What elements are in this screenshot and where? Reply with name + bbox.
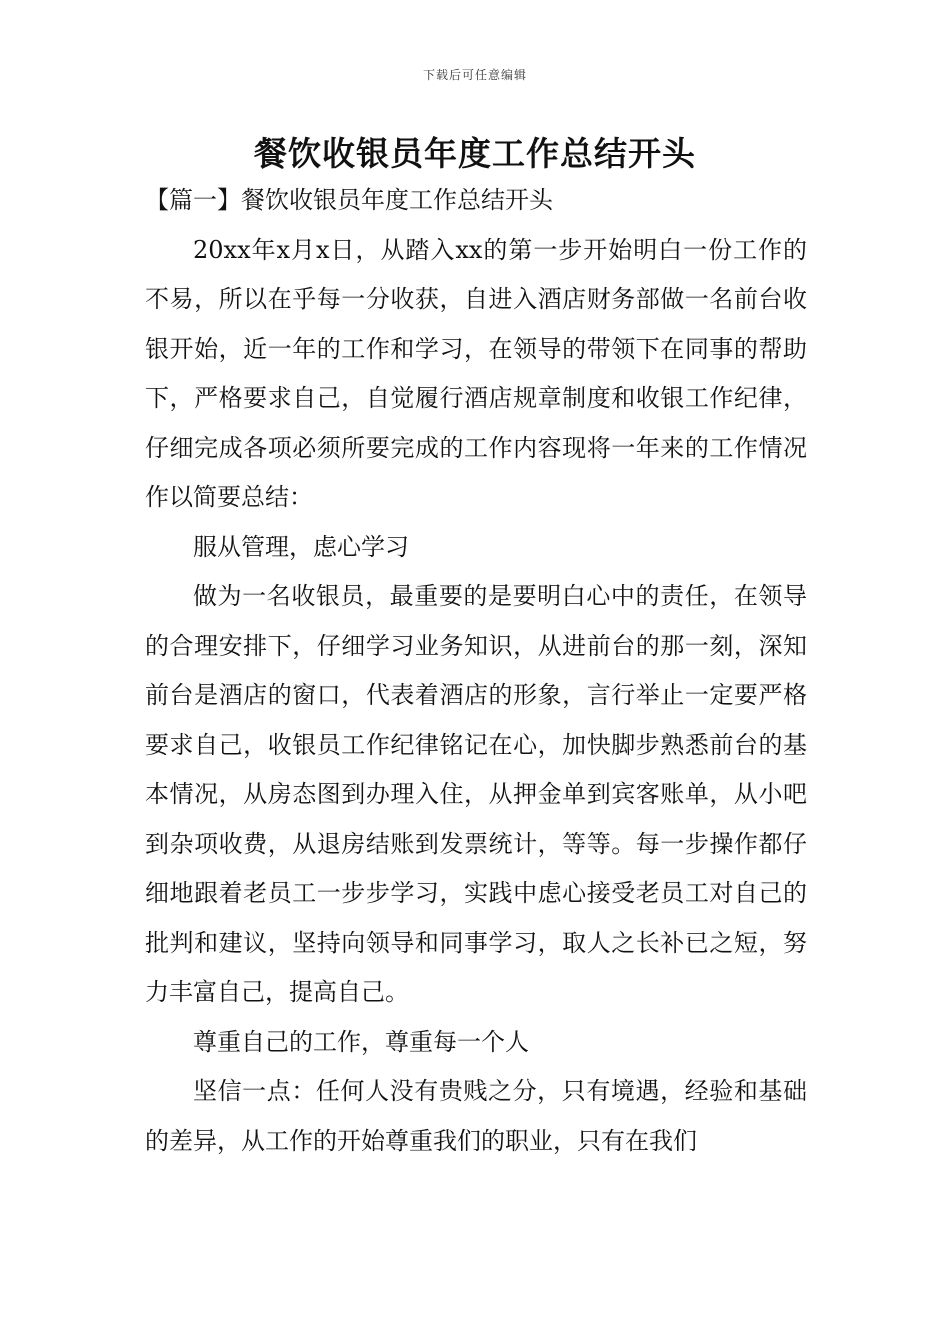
section-label: 【篇一】餐饮收银员年度工作总结开头 — [145, 186, 553, 214]
subheading-respect-work: 尊重自己的工作，尊重每一个人 — [193, 1027, 529, 1056]
subheading-obey-management: 服从管理，虑心学习 — [193, 532, 409, 561]
paragraph-intro: 20xx年x月x日，从踏入xx的第一步开始明白一份工作的不易，所以在乎每一分收获，自进入酒店财务部做一名前台收银开始，近一年的工作和学习，在领导的带领下在同事的帮助下，严格要求自己，自觉履行酒店规章制度和收银工作纪律，仔细完成各项必须所要完成的工作内容现将一年来的工作情况作以简要总结： — [145, 235, 807, 511]
document-body — [145, 176, 807, 1166]
document-title: 餐饮收银员年度工作总结开头 — [254, 134, 696, 173]
paragraph-cashier-duty: 做为一名收银员，最重要的是要明白心中的责任，在领导的合理安排下，仔细学习业务知识，从进前台的那一刻，深知前台是酒店的窗口，代表着酒店的形象，言行举止一定要严格要求自己，收银员工作纪律铭记在心，加快脚步熟悉前台的基本情况，从房态图到办理入住，从押金单到宾客账单，从小吧到杂项收费，从退房结账到发票统计，等等。每一步操作都仔细地跟着老员工一步步学习，实践中虑心接受老员工对自己的批判和建议，坚持向领导和同事学习，取人之长补已之短，努力丰富自己，提高自己。 — [145, 582, 807, 1006]
header-note: 下载后可任意编辑 — [422, 68, 527, 82]
paragraph-respect-everyone: 坚信一点：任何人没有贵贱之分，只有境遇，经验和基础的差异，从工作的开始尊重我们的职业，只有在我们 — [145, 1077, 807, 1155]
